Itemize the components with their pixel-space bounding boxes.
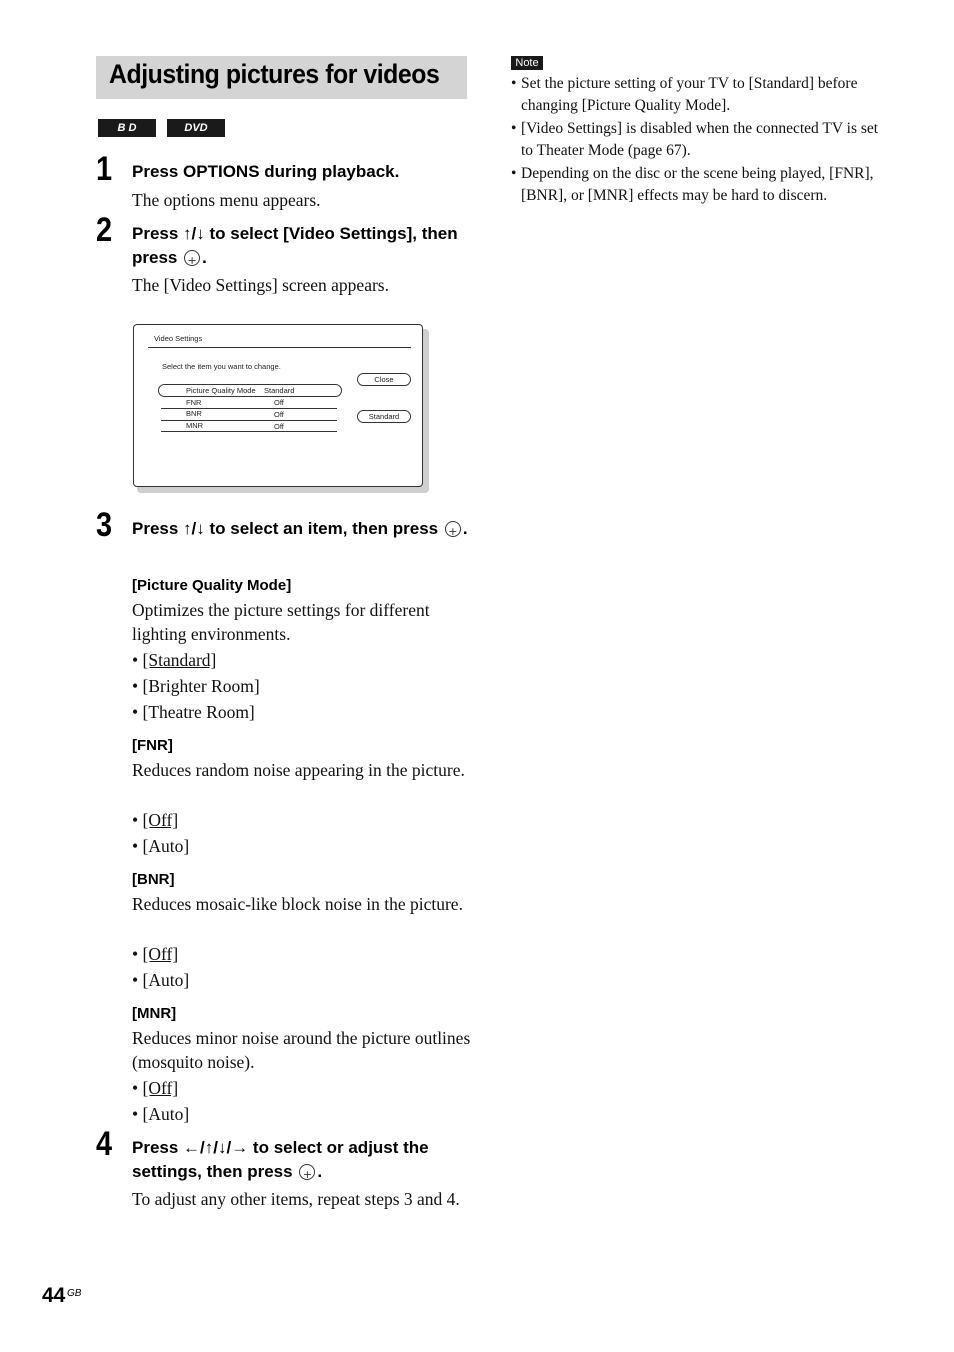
standard-button[interactable] xyxy=(357,410,411,423)
enter-icon xyxy=(184,250,200,266)
step-3-heading-end: . xyxy=(462,519,468,538)
step-2-body: The [Video Settings] screen appears. xyxy=(132,275,389,295)
setting-description: Optimizes the picture settings for different lighting environments. xyxy=(132,600,430,644)
option-label: [Auto] xyxy=(142,836,190,856)
setting-heading: [MNR] xyxy=(132,1005,177,1022)
screen-title-divider xyxy=(148,347,411,348)
row-label: BNR xyxy=(186,409,202,418)
screen-title: Video Settings xyxy=(154,334,203,343)
screen-instruction: Select the item you want to change. xyxy=(162,362,281,371)
row-value: Standard xyxy=(264,386,295,395)
step-4-heading xyxy=(132,1136,472,1184)
option-item: • [Standard] xyxy=(132,650,217,670)
note-text: Set the picture setting of your TV to [Standard] before changing [Picture Quality Mode]. xyxy=(521,75,858,114)
step-3-heading-text: Press ↑/↓ to select an item, then press xyxy=(132,519,439,538)
note-item: • [Video Settings] is disabled when the connected TV is set to Theater Mode (page 67). xyxy=(511,120,879,159)
option-item: • [Off] xyxy=(132,944,179,964)
bd-badge: B D xyxy=(98,119,156,137)
step-2-heading-text: Press ↑/↓ to select [Video Settings], then press xyxy=(132,224,458,267)
close-button-label: Close xyxy=(374,375,394,384)
row-value: Off xyxy=(274,410,284,419)
page-title: Adjusting pictures for videos xyxy=(109,59,440,89)
row-divider xyxy=(161,431,337,432)
option-item: • [Auto] xyxy=(132,1104,190,1124)
option-label: [Auto] xyxy=(142,1104,190,1124)
default-option: [Off] xyxy=(142,810,179,830)
enter-icon xyxy=(445,521,461,537)
option-item: • [Brighter Room] xyxy=(132,676,260,696)
setting-description: Reduces random noise appearing in the picture. xyxy=(132,760,465,780)
row-label: MNR xyxy=(186,421,204,430)
step-1-number: 1 xyxy=(96,150,113,188)
page-region-code: GB xyxy=(67,1288,82,1299)
setting-heading: [Picture Quality Mode] xyxy=(132,577,292,594)
default-option: [Standard] xyxy=(142,650,217,670)
note-item: • Set the picture setting of your TV to [Standard] before changing [Picture Quality Mode]. xyxy=(511,75,858,114)
step-4-heading-end: . xyxy=(317,1162,323,1181)
option-item: • [Off] xyxy=(132,1078,179,1098)
page-number: 44 xyxy=(42,1284,66,1307)
step-3-heading xyxy=(132,517,472,541)
step-2-heading-end: . xyxy=(202,248,207,267)
setting-heading: [FNR] xyxy=(132,737,173,754)
option-item: • [Off] xyxy=(132,810,179,830)
option-item: • [Auto] xyxy=(132,970,190,990)
step-1-body: The options menu appears. xyxy=(132,190,321,210)
note-text: [Video Settings] is disabled when the connected TV is set to Theater Mode (page 67). xyxy=(521,120,879,159)
close-button[interactable] xyxy=(357,373,411,386)
default-option: [Off] xyxy=(142,944,179,964)
row-label: FNR xyxy=(186,398,202,407)
note-item: • Depending on the disc or the scene being played, [FNR], [BNR], or [MNR] effects may be hard to discern. xyxy=(511,165,874,204)
row-value: Off xyxy=(274,422,284,431)
row-value: Off xyxy=(274,398,284,407)
option-label: [Theatre Room] xyxy=(142,702,255,722)
option-label: [Auto] xyxy=(142,970,190,990)
enter-icon xyxy=(299,1164,315,1180)
step-2-heading xyxy=(132,222,472,270)
option-label: [Brighter Room] xyxy=(142,676,260,696)
default-option: [Off] xyxy=(142,1078,179,1098)
dvd-badge: DVD xyxy=(167,119,225,137)
step-1-heading: Press OPTIONS during playback. xyxy=(132,162,400,181)
note-badge: Note xyxy=(511,56,543,70)
setting-description: Reduces mosaic-like block noise in the picture. xyxy=(132,894,463,914)
row-label: Picture Quality Mode xyxy=(186,386,256,395)
option-item: • [Theatre Room] xyxy=(132,702,255,722)
video-settings-screen xyxy=(133,324,423,487)
step-3-number: 3 xyxy=(96,506,113,544)
setting-description: Reduces minor noise around the picture outlines (mosquito noise). xyxy=(132,1028,471,1072)
note-text: Depending on the disc or the scene being played, [FNR], [BNR], or [MNR] effects may be hard to discern. xyxy=(521,165,874,204)
step-4-heading-text: Press ←/↑/↓/→ to select or adjust the settings, then press xyxy=(132,1138,429,1181)
setting-heading: [BNR] xyxy=(132,871,175,888)
standard-button-label: Standard xyxy=(368,412,400,421)
step-4-body: To adjust any other items, repeat steps 3 and 4. xyxy=(132,1189,460,1209)
step-2-number: 2 xyxy=(96,211,113,249)
option-item: • [Auto] xyxy=(132,836,190,856)
step-4-number: 4 xyxy=(96,1125,113,1163)
